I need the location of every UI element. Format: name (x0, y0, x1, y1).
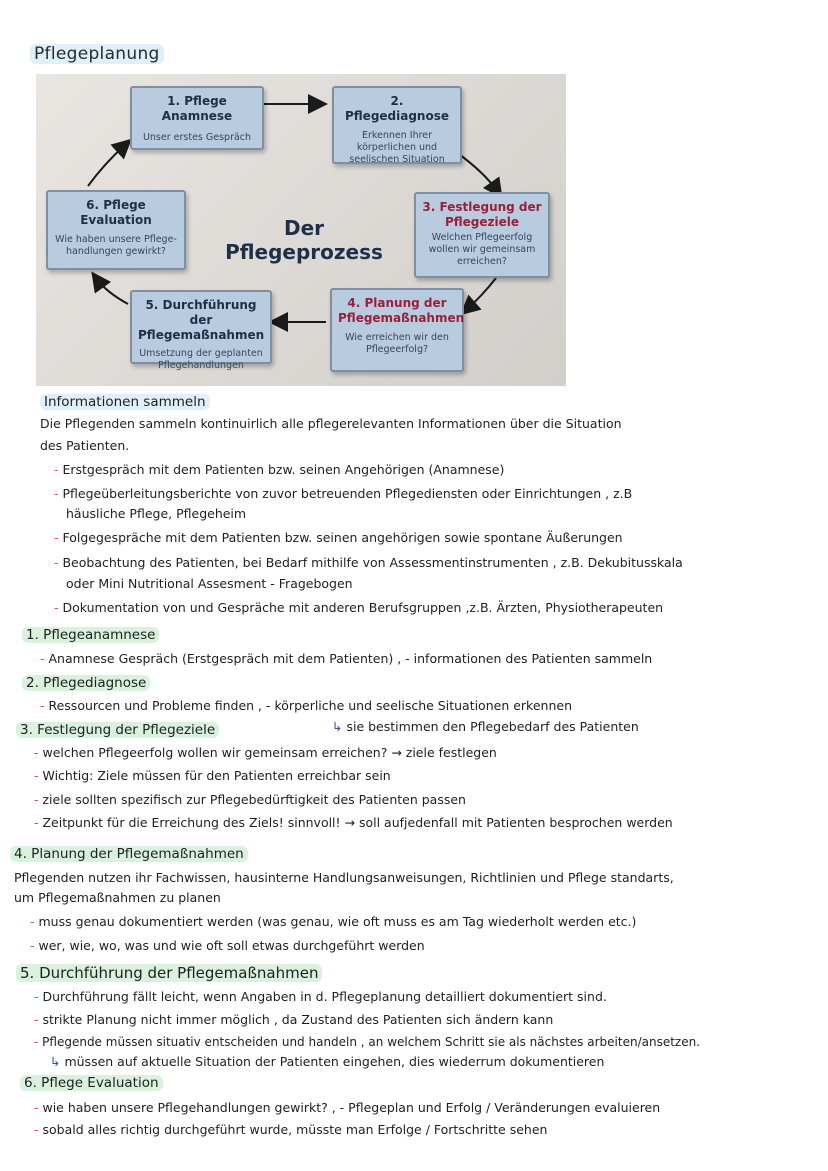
arrow-5-to-6 (96, 278, 128, 304)
step-box-pflegediagnose (332, 86, 462, 164)
step-title: 5. Durchführung der Pflegemaßnahmen (138, 298, 265, 342)
step-title: 6. Pflege Evaluation (80, 198, 152, 227)
section-2-heading (22, 675, 150, 691)
section-1-line: - Anamnese Gespräch (Erstgespräch mit dem Patienten) , - informationen des Patienten sammeln (40, 651, 653, 666)
step-text: Wie haben unsere Pflege-handlungen gewirkt? (55, 234, 177, 257)
step-title: 1. Pflege Anamnese (161, 94, 233, 123)
section-1-heading (22, 627, 159, 643)
section-5-heading (16, 965, 322, 981)
step-box-planung (330, 288, 464, 372)
step-text: Unser erstes Gespräch (142, 132, 252, 143)
section-3-item: - Zeitpunkt für die Erreichung des Ziels! sinnvoll! → soll aufjedenfall mit Patienten besprochen werden (34, 815, 673, 830)
section-3-heading-text: 3. Festlegung der Pflegeziele (16, 722, 219, 738)
arrow-3-to-4 (466, 278, 496, 310)
step-text: Welchen Pflegeerfolg wollen wir gemeinsam erreichen? (428, 232, 536, 267)
page-title (30, 44, 164, 64)
section-4-item: - muss genau dokumentiert werden (was genau, wie oft muss es am Tag wiederholt werden etc.) (30, 914, 637, 929)
section-4-intro-1: Pflegenden nutzen ihr Fachwissen, hausinterne Handlungsanweisungen, Richtlinien und Pflege standarts, (14, 870, 674, 885)
section-2-sub: ↳ sie bestimmen den Pflegebedarf des Patienten (332, 719, 639, 734)
section-4-heading-text: 4. Planung der Pflegemaßnahmen (10, 846, 248, 862)
step-title: 2. Pflegediagnose (344, 94, 449, 123)
step-box-durchfuehrung (130, 290, 272, 371)
diagram-center-title: Der Pflegeprozess (225, 216, 383, 264)
section-5-item: - Pflegende müssen situativ entscheiden und handeln , an welchem Schritt sie als nächstes arbeiten/ansetzen. (34, 1035, 701, 1049)
page-title-text: Pflegeplanung (30, 44, 164, 64)
step-box-anamnese (130, 86, 264, 150)
info-item: - Dokumentation von und Gespräche mit anderen Berufsgruppen ,z.B. Ärzten, Physiotherapeuten (54, 600, 664, 615)
section-3-heading (16, 722, 219, 738)
section-1-heading-text: 1. Pflegeanamnese (22, 627, 159, 643)
info-item-cont: oder Mini Nutritional Assesment - Fragebogen (66, 576, 353, 591)
section-4-intro-2: um Pflegemaßnahmen zu planen (14, 890, 221, 905)
info-heading-text: Informationen sammeln (40, 394, 210, 410)
section-5-heading-text: 5. Durchführung der Pflegemaßnahmen (16, 964, 322, 982)
info-intro-2: des Patienten. (40, 438, 130, 453)
arrow-2-to-3 (456, 152, 498, 192)
section-6-item: - sobald alles richtig durchgeführt wurde, müsste man Erfolge / Fortschritte sehen (34, 1122, 548, 1137)
step-text: Erkennen Ihrer körperlichen und seelischen Situation (349, 130, 445, 165)
section-4-item: - wer, wie, wo, was und wie oft soll etwas durchgeführt werden (30, 938, 425, 953)
section-5-sub: ↳ müssen auf aktuelle Situation der Patienten eingehen, dies wiederrum dokumentieren (50, 1054, 605, 1069)
info-heading (40, 394, 210, 410)
arrow-6-to-1 (88, 144, 126, 186)
section-3-item: - ziele sollten spezifisch zur Pflegebedürftigkeit des Patienten passen (34, 792, 466, 807)
step-text: Wie erreichen wir den Pflegeerfolg? (345, 332, 449, 355)
step-text: Umsetzung der geplanten Pflegehandlungen (139, 348, 263, 371)
section-6-heading (20, 1075, 163, 1091)
section-6-heading-text: 6. Pflege Evaluation (20, 1075, 163, 1091)
section-4-heading (10, 846, 248, 862)
pflegeprozess-diagram (36, 74, 566, 386)
section-2-line: - Ressourcen und Probleme finden , - körperliche und seelische Situationen erkennen (40, 698, 572, 713)
info-item: - Erstgespräch mit dem Patienten bzw. seinen Angehörigen (Anamnese) (54, 462, 505, 477)
section-3-item: - welchen Pflegeerfolg wollen wir gemeinsam erreichen? → ziele festlegen (34, 745, 497, 760)
info-intro-1: Die Pflegenden sammeln kontinuirlich alle pflegerelevanten Informationen über die Situation (40, 416, 622, 431)
section-5-item: - strikte Planung nicht immer möglich , da Zustand des Patienten sich ändern kann (34, 1012, 554, 1027)
step-title: 3. Festlegung der Pflegeziele (422, 200, 542, 229)
info-item-cont: häusliche Pflege, Pflegeheim (66, 506, 247, 521)
info-item: - Beobachtung des Patienten, bei Bedarf mithilfe von Assessmentinstrumenten , z.B. Dekubitusskala (54, 555, 683, 570)
section-6-item: - wie haben unsere Pflegehandlungen gewirkt? , - Pflegeplan und Erfolg / Veränderungen evaluieren (34, 1100, 661, 1115)
section-5-item: - Durchführung fällt leicht, wenn Angaben in d. Pflegeplanung detailliert dokumentiert sind. (34, 989, 607, 1004)
step-box-pflegeziele (414, 192, 550, 278)
info-item: - Pflegeüberleitungsberichte von zuvor betreuenden Pflegediensten oder Einrichtungen , z.B (54, 486, 633, 501)
step-box-evaluation (46, 190, 186, 270)
section-2-heading-text: 2. Pflegediagnose (22, 675, 150, 691)
info-item: - Folgegespräche mit dem Patienten bzw. seinen angehörigen sowie spontane Äußerungen (54, 530, 623, 545)
section-3-item: - Wichtig: Ziele müssen für den Patienten erreichbar sein (34, 768, 391, 783)
step-title: 4. Planung der Pflegemaßnahmen (338, 296, 465, 325)
